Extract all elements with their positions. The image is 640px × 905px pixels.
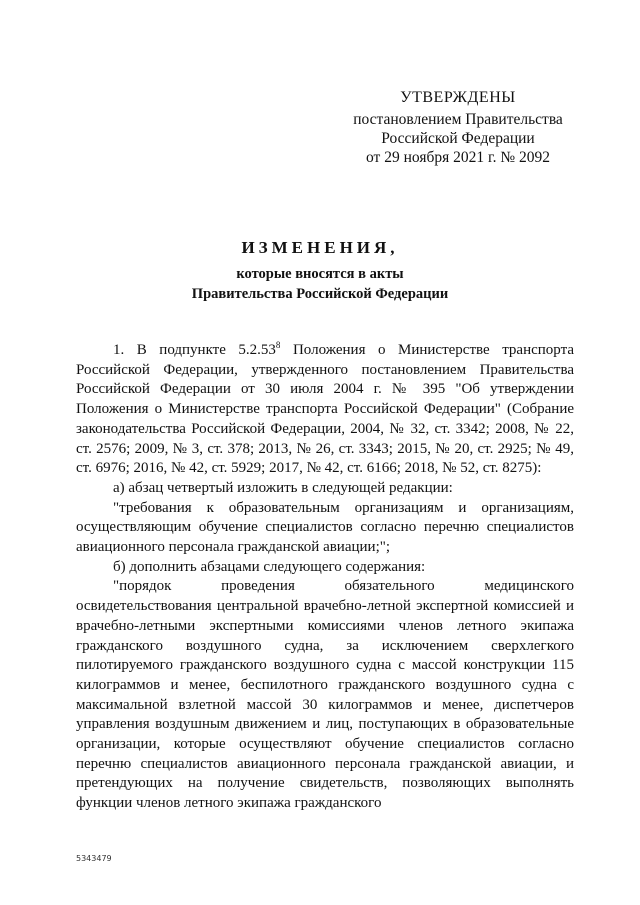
document-title-block [0, 238, 640, 304]
paragraph-1-rest: Положения о Министерстве транспорта Российской Федерации, утвержденного постановлением Правительства Российской Федерации от 30 июля 2004 г. № 395 "Об утверждении Положения о Министерстве транспорта Российской Федерации" (Собрание законодательства Российской Федерации, 2004, № 32, ст. 3342; 2008, № 22, ст. 2576; 2009, № 3, ст. 378; 2013, № 26, ст. 3343; 2015, № 20, ст. 2925; № 49, ст. 6976; 2016, № 42, ст. 5929; 2017, № 42, ст. 6166; 2018, № 52, ст. 8275): [76, 342, 574, 477]
approval-heading: УТВЕРЖДЕНЫ [400, 89, 516, 106]
approval-line-date-number: от 29 ноября 2021 г. № 2092 [366, 149, 550, 166]
approval-line-federation: Российской Федерации [381, 130, 535, 147]
paragraph-1-superscript: 8 [275, 340, 281, 350]
document-title: ИЗМЕНЕНИЯ, [241, 238, 399, 257]
paragraph-2: а) абзац четвертый изложить в следующей редакции: [113, 479, 453, 496]
paragraph-1 [76, 336, 574, 479]
document-code: 5343479 [76, 854, 112, 863]
approval-stamp [338, 88, 578, 167]
paragraph-1-start: 1. В подпункте 5.2.53 [113, 342, 276, 358]
document-body [76, 336, 574, 814]
paragraph-5: "порядок проведения обязательного медицинского освидетельствования центральной врачебно-летной экспертной комиссией и врачебно-летными экспертными комиссиями членов летного экипажа гражданского воздушного судна, за исключением сверхлегкого пилотируемого гражданского воздушного судна с массой конструкции 115 килограммов и менее, беспилотного гражданского воздушного судна с максимальной взлетной массой 30 килограммов и менее, диспетчеров управления воздушным движением и лиц, поступающих в образовательные организации, которые осуществляют обучение специалистов согласно перечню специалистов авиационного персонала гражданской авиации, и претендующих на получение свидетельств, позволяющих выполнять функции членов летного экипажа гражданского [76, 578, 574, 812]
paragraph-4: б) дополнить абзацами следующего содержания: [113, 558, 426, 575]
approval-line-decree: постановлением Правительства [353, 111, 563, 128]
document-subtitle-line1: которые вносятся в акты [236, 266, 404, 282]
document-subtitle-line2: Правительства Российской Федерации [191, 286, 449, 302]
paragraph-3: "требования к образовательным организациям и организациям, осуществляющим обучение специалистов согласно перечню специалистов авиационного персонала гражданской авиации;"; [76, 499, 574, 556]
